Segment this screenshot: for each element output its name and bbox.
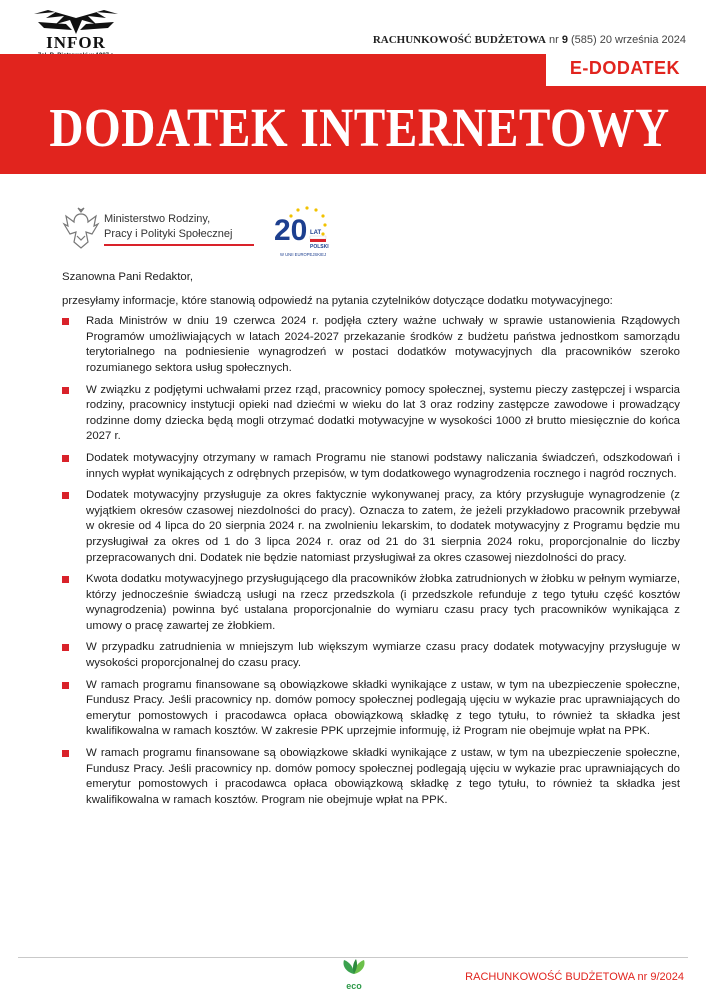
list-item: Rada Ministrów w dniu 19 czerwca 2024 r. podjęła cztery ważne uchwały w sprawie ustanowienia Rządowych Programów umożliwiających w latach 2024-2027 przekazanie środków z budżetu państwa jednostkom samorządu terytorialnego na podniesienie wynagrodzeń w postaci dodatków motywacyjnych dla pracowników szeroko rozumianego sektora usług społecznych. [62, 314, 680, 376]
letterhead [62, 204, 402, 264]
eco-label: eco [346, 981, 362, 991]
list-item: W ramach programu finansowane są obowiązkowe składki wynikające z ustaw, w tym na ubezpieczenie społeczne, Fundusz Pracy. Jeśli pracownicy np. domów pomocy społecznej podlegają ujęciu w wykazie prac uprawniających do emerytur pomostowych i pracodawca opłaca obowiązkową składkę z tego tytułu, to również ta składka jest kwalifikowalna w ramach kosztów. W zakresie PPK uprzejmie informuję, iż Program nie obejmuje wpłat na PPK. [62, 678, 680, 740]
anniversary-lat: LAT [310, 230, 322, 236]
points-list [62, 314, 680, 808]
issue-number: nr 9 (585) [548, 34, 597, 46]
leaves-icon [336, 958, 372, 976]
bullet-square-icon [62, 318, 69, 325]
bullet-square-icon [62, 750, 69, 757]
list-item: Dodatek motywacyjny przysługuje za okres faktycznie wykonywanej pracy, za który przysługuje wynagrodzenie (z wyjątkiem okresów czasowej niezdolności do pracy). Oznacza to zatem, że jeżeli przykładowo pracownik przebywał w okresie od 4 lipca do 20 sierpnia 2024 r. na zwolnieniu lekarskim, to dodatek motywacyjny z Programu będzie mu przysługiwał za okres od 1 do 3 lipca 2024 r. oraz od 21 do 31 sierpnia 2024 roku, proporcjonalnie do liczby przepracowanych dni. Dodatek nie będzie natomiast przysługiwał za okres czasowej niezdolności do pracy. [62, 488, 680, 566]
list-item: W przypadku zatrudnienia w mniejszym lub większym wymiarze czasu pracy dodatek motywacyjny przysługuje w wysokości proporcjonalnej do czasu pracy. [62, 640, 680, 671]
bullet-square-icon [62, 682, 69, 689]
list-item: Kwota dodatku motywacyjnego przysługującego dla pracowników żłobka zatrudnionych w żłobku w pełnym wymiarze, którzy jednocześnie świadczą usługi na rzecz przedszkola (i przedszkole refunduje z tego tytułu część kosztów wynagrodzenia) powinna być ustalana proporcjonalnie do wymiaru czasu pracy tych pracowników wynikająca z umowy o pracę zawartej ze żłobkiem. [62, 572, 680, 634]
ministry-name: Ministerstwo Rodziny, Pracy i Polityki Społecznej [104, 212, 254, 246]
bullet-square-icon [62, 455, 69, 462]
bullet-square-icon [62, 576, 69, 583]
eco-logo [328, 958, 380, 991]
list-item: W związku z podjętymi uchwałami przez rząd, pracownicy pomocy społecznej, systemu pieczy zastępczej i wsparcia rodziny, pracownicy instytucji opieki nad dziećmi w wieku do lat 3 oraz rodziny zastępcze zawodowe i prowadzący rodzinne domy dziecka będą mogli otrzymać dodatki motywacyjne w wysokości 1000 zł brutto miesięcznie do końca 2027 r. [62, 383, 680, 445]
salutation: Szanowna Pani Redaktor, [62, 271, 194, 283]
anniversary-ue: W UNII EUROPEJSKIEJ [280, 252, 327, 257]
list-item: Dodatek motywacyjny otrzymany w ramach Programu nie stanowi podstawy naliczania świadczeń, odszkodowań i innych wypłat wynikających z odrębnych przepisów, w tym dodatkowego wynagrodzenia rocznego i nagród rocznych. [62, 451, 680, 482]
issue-date: 20 września 2024 [599, 34, 686, 46]
footer-publication: RACHUNKOWOŚĆ BUDŻETOWA nr 9/2024 [465, 971, 684, 983]
eu-20-years-logo [272, 204, 342, 260]
anniversary-polski: POLSKI [310, 244, 329, 250]
e-dodatek-label: E-DODATEK [569, 58, 680, 78]
bullet-square-icon [62, 644, 69, 651]
intro-paragraph: przesyłamy informacje, które stanowią odpowiedź na pytania czytelników dotyczące dodatku motywacyjnego: [62, 294, 613, 307]
letter-body [62, 270, 680, 814]
polish-eagle-icon [62, 206, 100, 250]
page-title: DODATEK INTERNETOWY [49, 97, 670, 158]
issue-info [373, 34, 686, 46]
logo-wordmark: INFOR [46, 33, 106, 52]
infor-logo [22, 10, 130, 60]
anniversary-number: 20 [274, 214, 308, 247]
bullet-square-icon [62, 387, 69, 394]
ministry-red-bar [104, 244, 254, 246]
list-item: W ramach programu finansowane są obowiązkowe składki wynikające z ustaw, w tym na ubezpieczenie społeczne, Fundusz Pracy. Jeśli pracownicy np. domów pomocy społecznej podlegają ujęciu w wykazie prac uprawniających do emerytur pomostowych i pracodawca opłaca obowiązkową składkę z tego tytułu, to również ta składka jest kwalifikowalna w ramach kosztów. Program nie obejmuje wpłat na PPK. [62, 746, 680, 808]
publication-name: RACHUNKOWOŚĆ BUDŻETOWA [372, 34, 546, 46]
bullet-square-icon [62, 492, 69, 499]
